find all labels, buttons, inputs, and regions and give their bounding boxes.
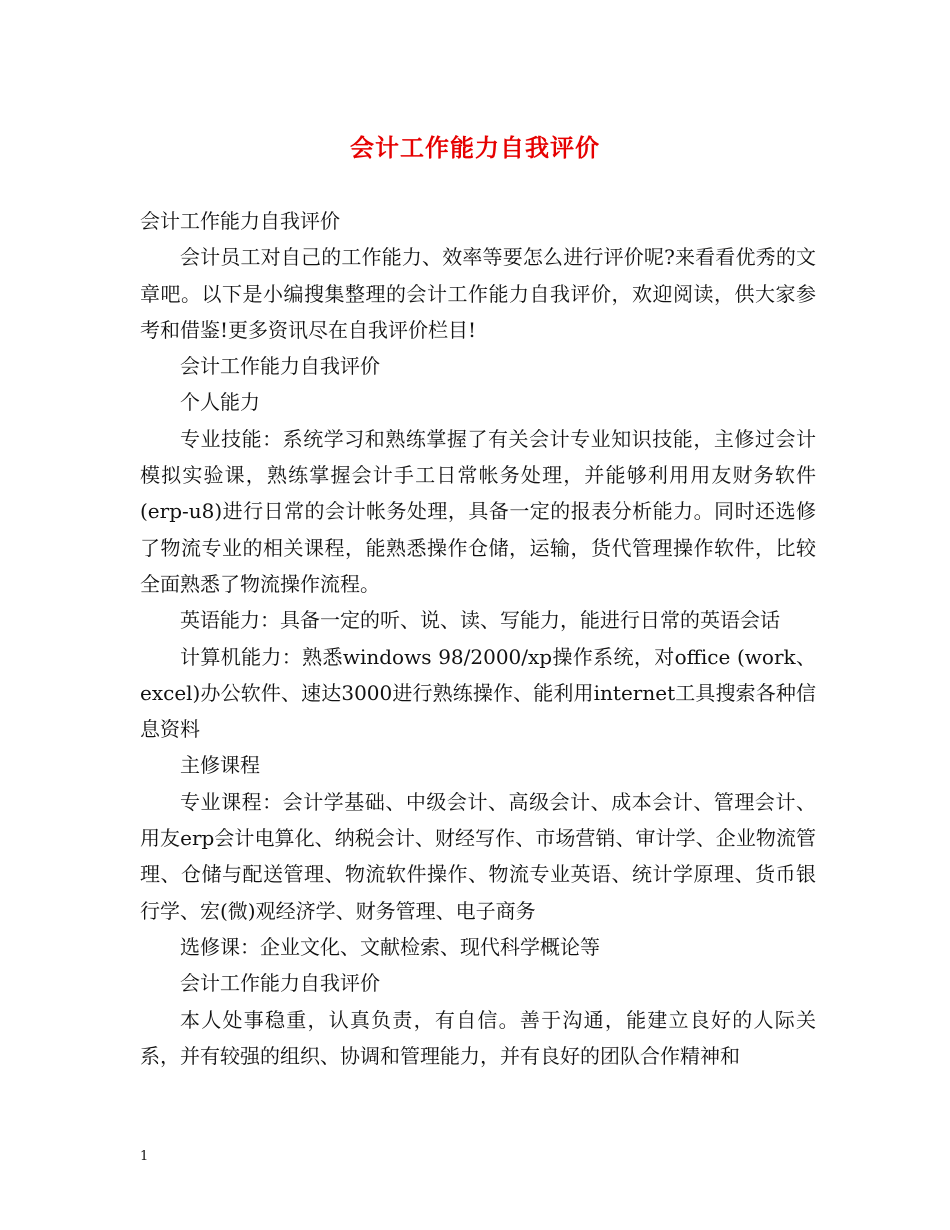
section-heading-self-evaluation: 会计工作能力自我评价: [180, 971, 380, 996]
document-body: [140, 203, 816, 1074]
paragraph-self-evaluation: 本人处事稳重，认真负责，有自信。善于沟通，能建立良好的人际关系，并有较强的组织、协调和管理能力，并有良好的团队合作精神和: [140, 1007, 816, 1068]
page-number: 1: [140, 1149, 149, 1164]
document-title: 会计工作能力自我评价: [350, 133, 600, 162]
paragraph-professional-skills: 专业技能：系统学习和熟练掌握了有关会计专业知识技能，主修过会计模拟实验课，熟练掌握会计手工日常帐务处理，并能够利用用友财务软件 (erp-u8)进行日常的会计帐务处理，具备一定的报表分析能力。同时还选修了物流专业的相关课程，能熟悉操作仓储，运输，货代管理操作软件，比较全面熟悉了物流操作流程。: [140, 426, 816, 596]
paragraph-english-ability: 英语能力：具备一定的听、说、读、写能力，能进行日常的英语会话: [180, 608, 780, 633]
paragraph-computer-ability: 计算机能力：熟悉windows 98/2000/xp操作系统，对office (work、excel)办公软件、速达3000进行熟练操作、能利用internet工具搜索各种信息资料: [140, 644, 816, 742]
section-heading: 会计工作能力自我评价: [180, 354, 380, 379]
paragraph-heading: 会计工作能力自我评价: [140, 209, 340, 233]
paragraph-professional-courses: 专业课程：会计学基础、中级会计、高级会计、成本会计、管理会计、用友erp会计电算化、纳税会计、财经写作、市场营销、审计学、企业物流管理、仓储与配送管理、物流软件操作、物流专业英语、统计学原理、货币银行学、宏(微)观经济学、财务管理、电子商务: [140, 789, 816, 923]
subsection-heading-courses: 主修课程: [180, 753, 260, 778]
paragraph-electives: 选修课：企业文化、文献检索、现代科学概论等: [180, 934, 600, 959]
subsection-heading: 个人能力: [180, 390, 260, 415]
paragraph-intro: 会计员工对自己的工作能力、效率等要怎么进行评价呢?来看看优秀的文章吧。以下是小编搜集整理的会计工作能力自我评价，欢迎阅读，供大家参考和借鉴!更多资讯尽在自我评价栏目!: [140, 245, 816, 342]
